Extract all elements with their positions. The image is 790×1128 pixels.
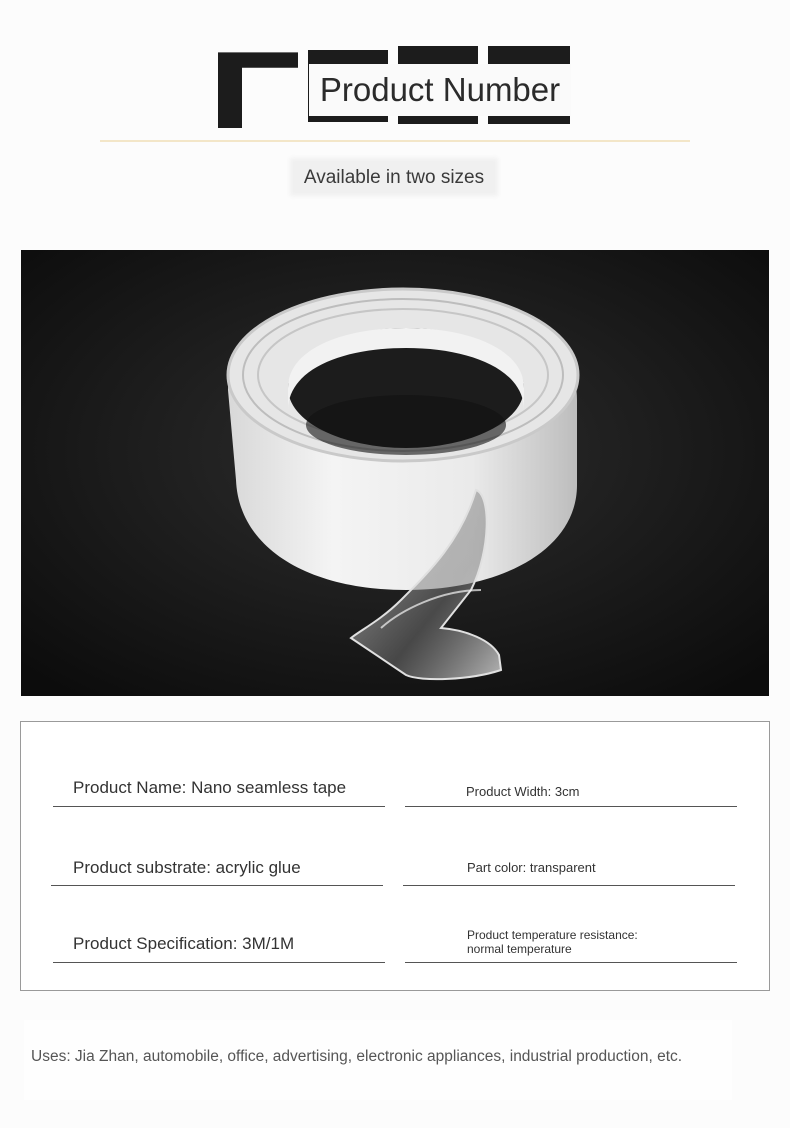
spec-row-specification bbox=[53, 934, 385, 963]
temperature-resistance-line1: Product temperature resistance: bbox=[467, 928, 638, 942]
spec-row-temperature bbox=[405, 928, 737, 963]
product-name-text: Product Name: Nano seamless tape bbox=[73, 778, 347, 797]
page-title: Product Number bbox=[309, 64, 571, 116]
uses-section bbox=[24, 1020, 732, 1100]
page-subtitle: Available in two sizes bbox=[303, 167, 485, 188]
product-width-text: Product Width: 3cm bbox=[466, 784, 580, 799]
uses-text: Uses: Jia Zhan, automobile, office, advertising, electronic appliances, industrial production, etc. bbox=[31, 1048, 683, 1065]
product-substrate-text: Product substrate: acrylic glue bbox=[73, 858, 301, 877]
spec-row-width bbox=[405, 778, 737, 807]
product-photo bbox=[21, 250, 769, 696]
temperature-resistance-line2: normal temperature bbox=[467, 942, 572, 956]
product-specification-text: Product Specification: 3M/1M bbox=[73, 934, 295, 953]
tape-roll-icon bbox=[21, 250, 769, 696]
spec-row-name bbox=[53, 778, 385, 807]
spec-row-color bbox=[403, 858, 735, 886]
part-color-text: Part color: transparent bbox=[467, 860, 596, 875]
specifications-panel bbox=[20, 721, 770, 991]
spec-row-substrate bbox=[51, 858, 383, 886]
title-divider bbox=[100, 140, 690, 142]
header bbox=[0, 0, 790, 230]
